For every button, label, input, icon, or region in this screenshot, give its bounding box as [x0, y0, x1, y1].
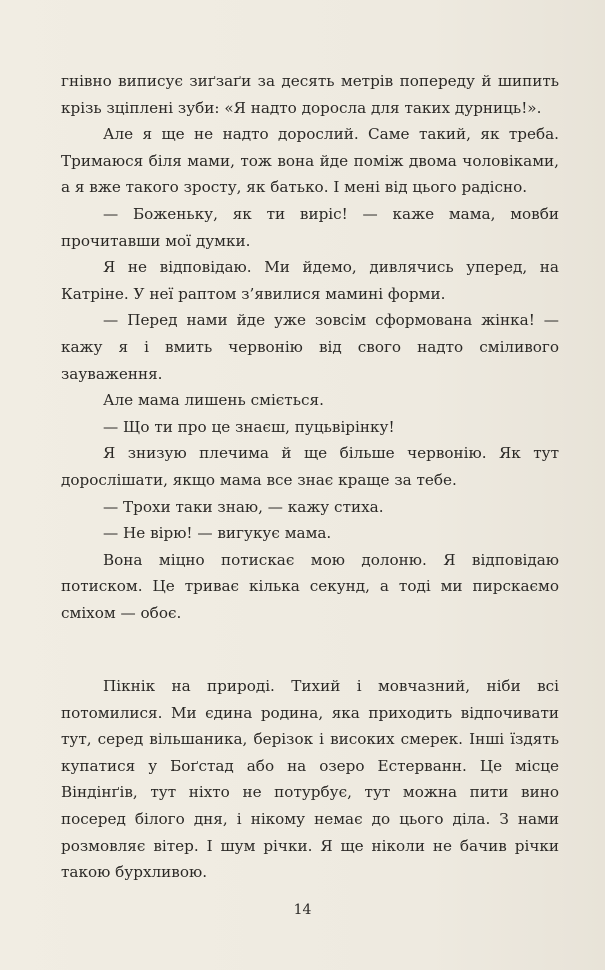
paragraph: — Що ти про це знаєш, пуцьвірінку!: [103, 417, 395, 436]
paragraph: — Трохи таки знаю, — кажу стиха.: [103, 497, 384, 516]
paragraph: Але мама лишень сміється.: [103, 391, 324, 410]
paragraph: Я знизую плечима й ще більше червонію. Як тут дорослішати, якщо мама все знає краще за тебе.: [61, 444, 559, 489]
paragraph: Вона міцно потискає мою долоню. Я відповідаю потиском. Це триває кілька секунд, а тоді ми пирскаємо сміхом — обоє.: [61, 550, 559, 622]
paragraph: Я не відповідаю. Ми йдемо, дивлячись уперед, на Катріне. У неї раптом з’явилися мамині форми.: [61, 258, 559, 303]
paragraph: — Перед нами йде уже зовсім сформована жінка! — кажу я і вмить червонію від свого надто сміливого зауваження.: [61, 311, 559, 383]
page-number: 14: [293, 902, 312, 918]
text-section-2: [61, 673, 559, 886]
paragraph: Пікнік на природі. Тихий і мовчазний, ніби всі потомилися. Ми єдина родина, яка приходить відпочивати тут, серед вільшаника, берізок і високих смерек. Інші їздять купатися у Боґстад або на озеро Естерванн. Це місце Віндінґів, тут ніхто не потурбує, тут можна пити вино посеред білого дня, і нікому немає до цього діла. З нами розмовляє вітер. І шум річки. Я ще ніколи не бачив річки такою бурхливою.: [61, 677, 559, 882]
paragraph: — Боженьку, як ти виріс! — каже мама, мовби прочитавши мої думки.: [61, 204, 559, 250]
paragraph: гнівно виписує зиґзаґи за десять метрів попереду й шипить крізь зціплені зуби: «Я надто доросла для таких дурниць!».: [61, 72, 559, 117]
paragraph: — Не вірю! — вигукує мама.: [103, 524, 332, 543]
paragraph: Але я ще не надто дорослий. Саме такий, як треба. Тримаюся біля мами, тож вона йде поміж двома чоловіками, а я вже такого зросту, як батько. І мені від цього радісно.: [61, 125, 559, 197]
text-section-1: [61, 68, 559, 626]
